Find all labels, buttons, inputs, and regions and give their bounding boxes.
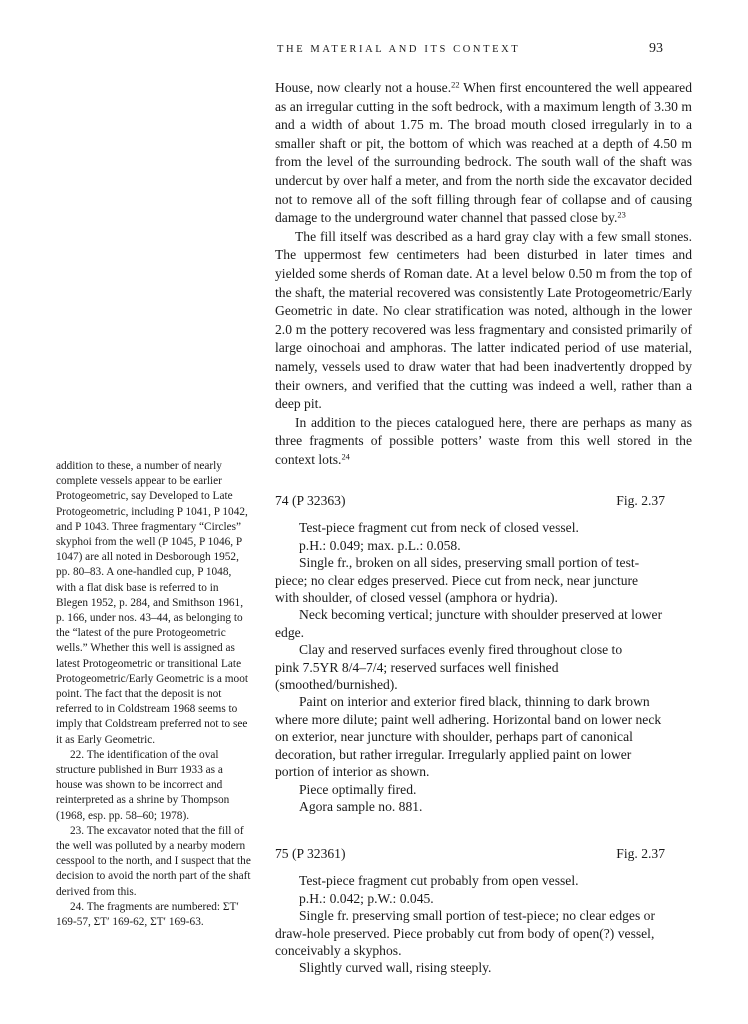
entry-line: p.H.: 0.049; max. p.L.: 0.058. xyxy=(299,537,461,553)
paragraph-2: The fill itself was described as a hard gray clay with a few small stones. The uppermost few centimeters had been disturbed in later times and yielded some sherds of Roman date. At a level below 0.50 m from the top of the shaft, the material recovered was consistently Late Protogeometric/Early Geometric in date. No clear stratification was noted, although in the lower 2.0 m the pottery recovered was less fragmentary and consisted primarily of large oinochoai and amphoras. The latter indicated period of use material, namely, vessels used to draw water that had been inadvertently dropped by their owners, and verified that the cutting was indeed a well, rather than a deep pit. xyxy=(275,228,692,412)
catalogue-entry-75 xyxy=(275,845,665,977)
footnote-22: 22. The identification of the oval structure published in Burr 1933 as a house was shown to be incorrect and reinterpreted as a shrine by Thompson (1968, esp. pp. 58–60; 1978). xyxy=(56,748,230,822)
entry-line: Single fr., broken on all sides, preserving small portion of test- xyxy=(299,555,640,571)
figure-reference: Fig. 2.37 xyxy=(616,493,665,508)
footnotes xyxy=(56,459,252,930)
page-number: 93 xyxy=(649,41,663,56)
footnote-continuation: addition to these, a number of nearly complete vessels appear to be earlier Protogeometric, say Developed to Late Protogeometric, including P 1041, P 1042, and P 1043. Three fragmentary “Circles” skyphoi from the well (P 1045, P 1046, P 1047) are all noted in Desborough 1952, pp. 80–83. A one-handled cup, P 1048, with a flat disk base is referred to in Blegen 1952, p. 284, and Smithson 1961, p. 166, under nos. 43–44, as belonging to the “latest of the pure Protogeometric wells.” Whether this well is assigned as latest Protogeometric or transitional Late Protogeometric/Early Geometric is a moot point. The fact that the deposit is not referred to in Coldstream 1968 seems to imply that Coldstream preferred not to see it as Early Geometric. xyxy=(56,460,248,746)
entry-line: Paint on interior and exterior fired black, thinning to dark brown xyxy=(299,694,650,710)
entry-line: Single fr. preserving small portion of test-piece; no clear edges or xyxy=(299,908,655,924)
entry-line: p.H.: 0.042; p.W.: 0.045. xyxy=(299,890,434,906)
paragraph-3: In addition to the pieces catalogued here, there are perhaps as many as three fragments of possible potters’ waste from this well stored in the context lots.$^{24}$ xyxy=(275,414,692,467)
footnote-ref-23[interactable]: 23 xyxy=(617,209,626,220)
footnote-24: 24. The fragments are numbered: ΣΤ′ 169-57, ΣΤ′ 169-62, ΣΤ′ 169-63. xyxy=(56,900,239,929)
footnote-23: 23. The excavator noted that the fill of the well was polluted by a nearby modern cesspool to the north, and I suspect that the decision to avoid the north part of the shaft derived from this. xyxy=(56,824,251,898)
main-text xyxy=(275,79,692,469)
footnote-ref-24[interactable]: 24 xyxy=(341,451,350,462)
entry-line: Piece optimally fired. xyxy=(299,781,417,797)
paragraph-1: House, now clearly not a house.$^{22}$ When first encountered the well appeared as an irregular cutting in the soft bedrock, with a maximum length of 3.30 m and a width of about 1.75 m. The broad mouth closed irregularly in to a smaller shaft or pit, the bottom of which was reached at a depth of 4.50 m from the level of the surrounding bedrock. The south wall of the shaft was undercut by over half a meter, and from the north side the excavator decided not to remove all of the soft filling through fear of collapse and of causing damage to the underground water channel that passed close by.$^{23}$ xyxy=(275,79,692,226)
entry-line: pink 7.5YR 8/4–7/4; reserved surfaces well finished (smoothed/burnished). xyxy=(275,659,559,693)
entry-line: draw-hole preserved. Piece probably cut from body of open(?) vessel, conceivably a skyphos. xyxy=(275,925,655,959)
entry-line: Agora sample no. 881. xyxy=(299,798,423,814)
entry-line: edge. xyxy=(275,624,305,640)
footnote-ref-22[interactable]: 22 xyxy=(451,79,460,90)
figure-reference: Fig. 2.37 xyxy=(616,846,665,861)
entry-line: piece; no clear edges preserved. Piece cut from neck, near juncture with shoulder, of closed vessel (amphora or hydria). xyxy=(275,572,639,606)
entry-title: 75 (P 32361) xyxy=(275,846,346,861)
entry-line: Slightly curved wall, rising steeply. xyxy=(299,960,492,976)
catalogue-entry-74 xyxy=(275,492,665,815)
entry-line: Clay and reserved surfaces evenly fired throughout close to xyxy=(299,642,623,658)
entry-line: Neck becoming vertical; juncture with shoulder preserved at lower xyxy=(299,607,663,623)
entry-title: 74 (P 32363) xyxy=(275,493,346,508)
entry-line: where more dilute; paint well adhering. Horizontal band on lower neck on exterior, near juncture with shoulder, perhaps part of canonical decoration, but rather irregular. Irregularly applied paint on lower portion of interior as shown. xyxy=(275,711,662,780)
entry-line: Test-piece fragment cut probably from open vessel. xyxy=(299,873,579,889)
running-head: THE MATERIAL AND ITS CONTEXT xyxy=(277,44,521,55)
entry-line: Test-piece fragment cut from neck of closed vessel. xyxy=(299,520,579,536)
